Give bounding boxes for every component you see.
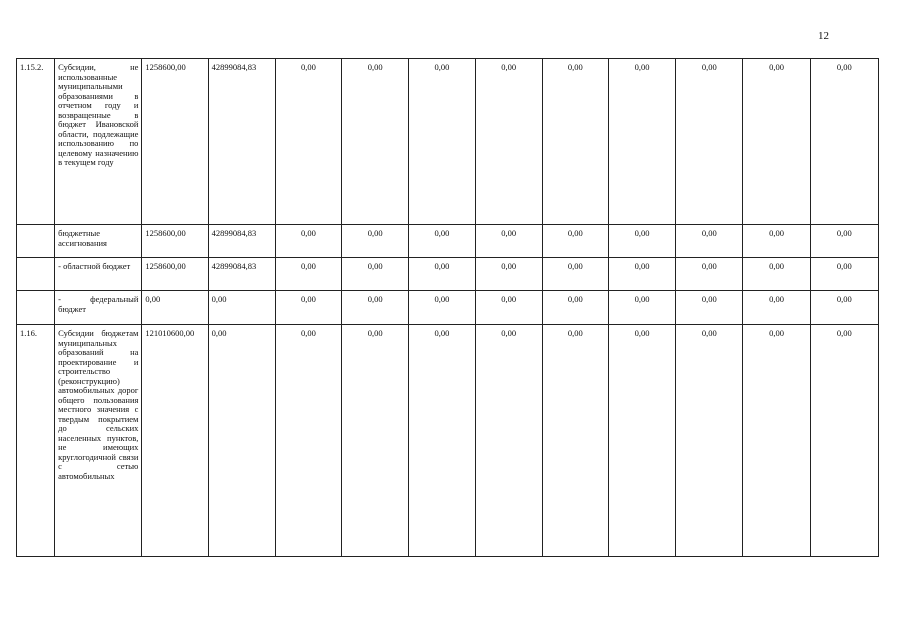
row-description-cell: Субсидии, не использованные муниципальными образованиями в отчетном году и возвращенные в бюджет Ивановской области, подлежащие использованию по целевому назначению в текущем году [55,59,142,225]
value-cell: 0,00 [676,59,743,225]
value-cell: 0,00 [676,225,743,258]
value-cell: 0,00 [608,325,675,557]
row-number-cell [17,291,55,325]
value-cell: 0,00 [743,258,810,291]
value-cell: 0,00 [142,291,208,325]
row-description-cell: Субсидии бюджетам муниципальных образований на проектирование и строительство (реконструкцию) автомобильных дорог общего пользования местного значения с твердым покрытием до сельских населенных пунктов, не имеющих круглогодичной связи с сетью автомобильных [55,325,142,557]
value-cell: 1258600,00 [142,225,208,258]
value-cell: 0,00 [676,325,743,557]
value-cell: 0,00 [342,291,409,325]
value-cell: 0,00 [810,258,878,291]
value-cell: 0,00 [810,59,878,225]
value-cell: 0,00 [743,225,810,258]
value-cell: 1258600,00 [142,59,208,225]
value-cell: 0,00 [342,325,409,557]
value-cell: 0,00 [743,291,810,325]
value-cell: 0,00 [409,59,475,225]
value-cell: 0,00 [275,225,341,258]
page-number: 12 [818,30,829,42]
value-cell: 0,00 [409,258,475,291]
value-cell: 0,00 [608,291,675,325]
value-cell: 42899084,83 [208,225,275,258]
value-cell: 0,00 [409,325,475,557]
table-row [17,291,879,325]
value-cell: 0,00 [743,325,810,557]
value-cell: 0,00 [409,291,475,325]
table-row [17,325,879,557]
row-number-cell [17,225,55,258]
value-cell: 0,00 [475,225,542,258]
value-cell: 0,00 [208,325,275,557]
value-cell: 0,00 [810,291,878,325]
table-row [17,225,879,258]
row-description-cell: - областной бюджет [55,258,142,291]
value-cell: 0,00 [810,325,878,557]
value-cell: 0,00 [676,291,743,325]
value-cell: 0,00 [608,225,675,258]
value-cell: 0,00 [810,225,878,258]
value-cell: 0,00 [475,258,542,291]
row-number-cell [17,258,55,291]
value-cell: 0,00 [475,325,542,557]
budget-table [16,58,879,557]
value-cell: 42899084,83 [208,258,275,291]
value-cell: 0,00 [342,225,409,258]
value-cell: 0,00 [208,291,275,325]
value-cell: 0,00 [542,325,608,557]
value-cell: 0,00 [676,258,743,291]
value-cell: 0,00 [608,258,675,291]
value-cell: 0,00 [542,291,608,325]
value-cell: 1258600,00 [142,258,208,291]
value-cell: 0,00 [342,258,409,291]
row-description-cell: бюджетные ассигнования [55,225,142,258]
value-cell: 0,00 [542,225,608,258]
value-cell: 42899084,83 [208,59,275,225]
value-cell: 0,00 [275,258,341,291]
value-cell: 0,00 [608,59,675,225]
value-cell: 0,00 [475,59,542,225]
value-cell: 0,00 [542,59,608,225]
value-cell: 0,00 [275,325,341,557]
value-cell: 0,00 [275,59,341,225]
row-number-cell: 1.16. [17,325,55,557]
value-cell: 0,00 [409,225,475,258]
value-cell: 121010600,00 [142,325,208,557]
row-number-cell: 1.15.2. [17,59,55,225]
row-description-cell: - федеральный бюджет [55,291,142,325]
value-cell: 0,00 [743,59,810,225]
value-cell: 0,00 [542,258,608,291]
value-cell: 0,00 [475,291,542,325]
value-cell: 0,00 [342,59,409,225]
value-cell: 0,00 [275,291,341,325]
table-row [17,258,879,291]
table-row [17,59,879,225]
